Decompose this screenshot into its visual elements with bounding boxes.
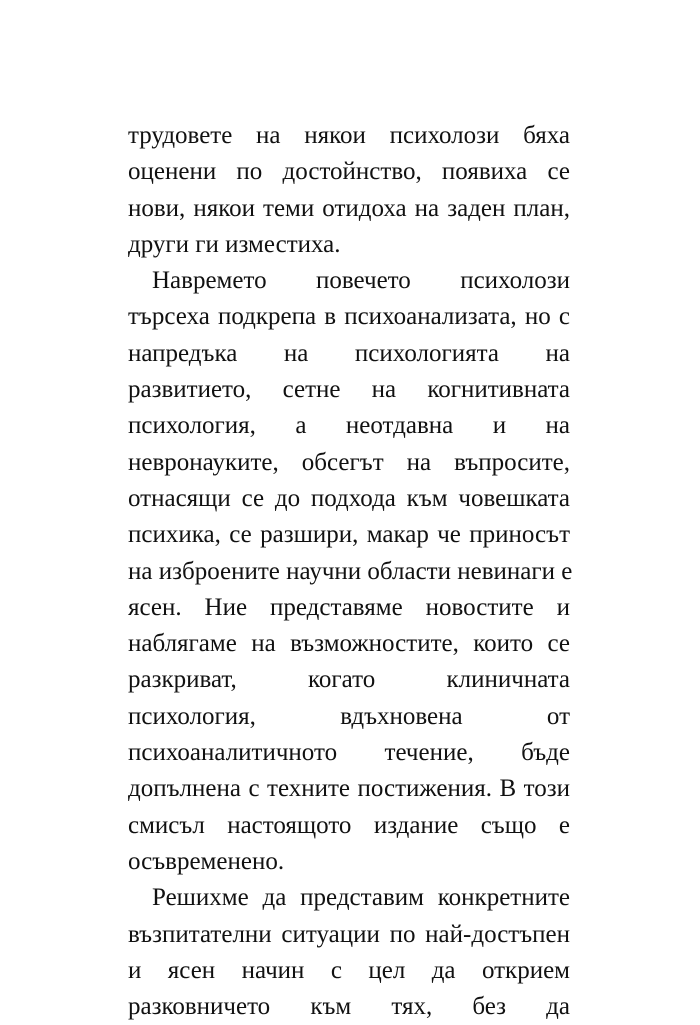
text-line: Навремето повечето психолози [152,267,570,295]
paragraph [128,880,570,1025]
text-line: на изброените научни области невинаги е [128,557,573,585]
text-line: нови, някои теми отидоха на заден план, [128,194,570,222]
text-line: разковничето към тях, без да [128,993,570,1021]
text-line: допълнена с техните постижения. В този [128,775,570,803]
text-line: развитието, сетне на когнитивната [128,376,570,404]
text-line: и ясен начин с цел да открием [128,956,570,984]
text-line: отнасящи се до подхода към човешката [128,484,570,512]
paragraph [128,263,573,880]
text-line: Решихме да представим конкретните [152,884,570,912]
text-line: оценени по достойнство, появиха се [128,158,570,186]
text-line: напредъка на психологията на [128,339,570,367]
text-line: трудовете на някои психолози бяха [128,122,570,149]
text-line: психоаналитичното течение, бъде [128,739,570,767]
text-line: смисъл настоящото издание също е [128,811,570,839]
text-line: възпитателни ситуации по най-достъпен [128,920,570,948]
text-line: психология, вдъхновена от [128,702,570,730]
text-line: психика, се разшири, макар че приносът [128,521,570,549]
text-line: осъвременено. [128,847,285,875]
text-line: разкриват, когато клиничната [128,666,570,694]
text-line: невронауките, обсегът на въпросите, [128,448,570,476]
text-line: наблягаме на възможностите, които се [128,630,570,658]
text-line: ясен. Ние представяме новостите и [128,593,570,621]
body-text [128,118,573,1025]
text-line: други ги изместиха. [128,230,341,258]
text-line: психология, а неотдавна и на [128,412,570,440]
paragraph [128,118,570,263]
text-line: търсеха подкрепа в психоанализата, но с [128,303,570,331]
